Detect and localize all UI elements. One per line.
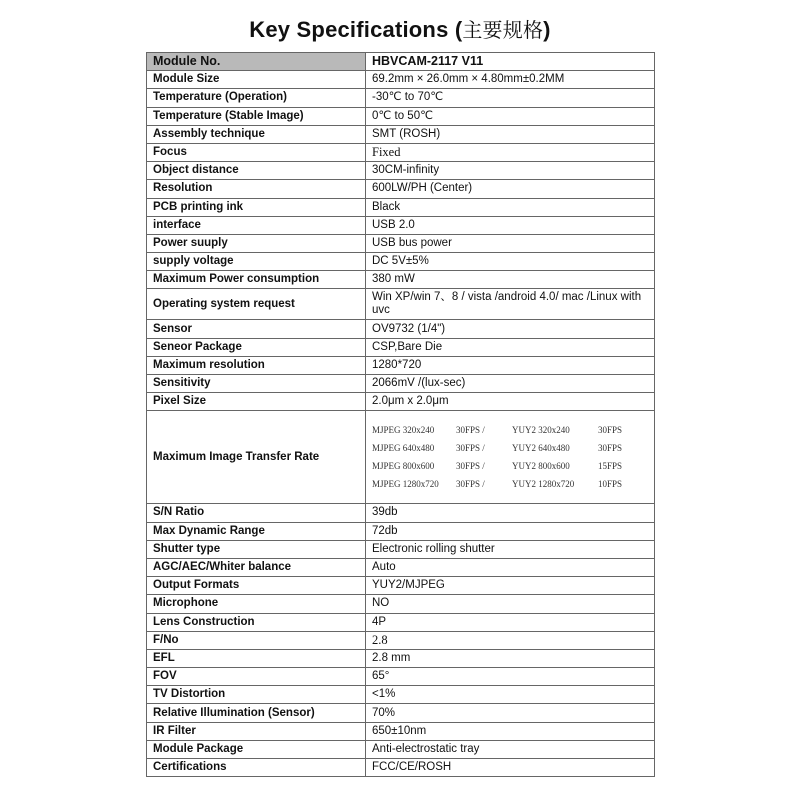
spec-key: Focus <box>147 143 366 161</box>
table-row <box>147 162 655 180</box>
spec-key: interface <box>147 216 366 234</box>
spec-key: Object distance <box>147 162 366 180</box>
table-row <box>147 595 655 613</box>
spec-value: Auto <box>366 558 655 576</box>
spec-value: 380 mW <box>366 271 655 289</box>
spec-value: 2.0μm x 2.0μm <box>366 393 655 411</box>
spec-value: Electronic rolling shutter <box>366 540 655 558</box>
table-row <box>147 253 655 271</box>
spec-key: Seneor Package <box>147 338 366 356</box>
spec-key: IR Filter <box>147 722 366 740</box>
transfer-rate-row <box>147 411 655 504</box>
table-row <box>147 198 655 216</box>
header-key-cell: Module No. <box>147 53 366 71</box>
table-row <box>147 540 655 558</box>
spec-value: 30CM-infinity <box>366 162 655 180</box>
spec-value: Anti-electrostatic tray <box>366 740 655 758</box>
table-row <box>147 71 655 89</box>
spec-value: USB 2.0 <box>366 216 655 234</box>
spec-value: <1% <box>366 686 655 704</box>
table-row <box>147 649 655 667</box>
spec-key: FOV <box>147 668 366 686</box>
spec-key: Sensitivity <box>147 375 366 393</box>
spec-value: 1280*720 <box>366 356 655 374</box>
table-row <box>147 686 655 704</box>
spec-value: 4P <box>366 613 655 631</box>
table-row <box>147 180 655 198</box>
spec-value: OV9732 (1/4") <box>366 320 655 338</box>
spec-value: SMT (ROSH) <box>366 125 655 143</box>
table-row <box>147 143 655 161</box>
spec-value: USB bus power <box>366 234 655 252</box>
table-row <box>147 759 655 777</box>
table-row <box>147 356 655 374</box>
spec-value: 650±10nm <box>366 722 655 740</box>
spec-key: Maximum resolution <box>147 356 366 374</box>
table-row <box>147 740 655 758</box>
spec-value: 65° <box>366 668 655 686</box>
table-row <box>147 704 655 722</box>
spec-key: Operating system request <box>147 289 366 320</box>
spec-key: Module Package <box>147 740 366 758</box>
spec-value: 0℃ to 50℃ <box>366 107 655 125</box>
spec-key: Resolution <box>147 180 366 198</box>
table-row <box>147 320 655 338</box>
table-row <box>147 631 655 649</box>
transfer-rate-line: MJPEG 1280x720 30FPS / YUY2 1280x720 10FPS <box>372 479 623 490</box>
spec-value: YUY2/MJPEG <box>366 577 655 595</box>
transfer-rate-line: MJPEG 800x600 30FPS / YUY2 800x600 15FPS <box>372 461 623 472</box>
spec-key: F/No <box>147 631 366 649</box>
spec-key: EFL <box>147 649 366 667</box>
table-row <box>147 375 655 393</box>
spec-key: Power suuply <box>147 234 366 252</box>
spec-key: Assembly technique <box>147 125 366 143</box>
table-row <box>147 216 655 234</box>
spec-key: Shutter type <box>147 540 366 558</box>
spec-value: 70% <box>366 704 655 722</box>
spec-key: supply voltage <box>147 253 366 271</box>
table-row <box>147 722 655 740</box>
spec-value: 39db <box>366 504 655 522</box>
spec-key: Maximum Power consumption <box>147 271 366 289</box>
table-row <box>147 89 655 107</box>
spec-key: Output Formats <box>147 577 366 595</box>
spec-key: Relative Illumination (Sensor) <box>147 704 366 722</box>
transfer-rate-line: MJPEG 640x480 30FPS / YUY2 640x480 30FPS <box>372 443 623 454</box>
spec-key: S/N Ratio <box>147 504 366 522</box>
spec-value: 2066mV /(lux-sec) <box>366 375 655 393</box>
spec-value: 600LW/PH (Center) <box>366 180 655 198</box>
title-text: Key Specifications ( <box>249 17 463 42</box>
spec-value: FCC/CE/ROSH <box>366 759 655 777</box>
spec-value: 2.8 mm <box>366 649 655 667</box>
title-cjk-text: 主要规格 <box>462 18 544 42</box>
table-row <box>147 613 655 631</box>
spec-value: NO <box>366 595 655 613</box>
title-close-paren: ) <box>543 17 551 42</box>
spec-key: Module Size <box>147 71 366 89</box>
table-row <box>147 577 655 595</box>
table-row <box>147 289 655 320</box>
spec-value: DC 5V±5% <box>366 253 655 271</box>
spec-key: Sensor <box>147 320 366 338</box>
table-row <box>147 393 655 411</box>
table-row <box>147 107 655 125</box>
spec-value: 69.2mm × 26.0mm × 4.80mm±0.2MM <box>366 71 655 89</box>
spec-key: Pixel Size <box>147 393 366 411</box>
spec-value: Black <box>366 198 655 216</box>
spec-value: Fixed <box>366 143 655 161</box>
page-title <box>0 14 800 43</box>
spec-value: 72db <box>366 522 655 540</box>
table-row <box>147 234 655 252</box>
table-row <box>147 558 655 576</box>
header-value-cell: HBVCAM-2117 V11 <box>366 53 655 71</box>
table-row <box>147 125 655 143</box>
spec-key: Max Dynamic Range <box>147 522 366 540</box>
spec-key: Maximum Image Transfer Rate <box>147 411 366 504</box>
table-row <box>147 504 655 522</box>
spec-key: Lens Construction <box>147 613 366 631</box>
table-row <box>147 522 655 540</box>
spec-value: 2.8 <box>366 631 655 649</box>
transfer-rate-line: MJPEG 320x240 30FPS / YUY2 320x240 30FPS <box>372 425 623 436</box>
table-row <box>147 338 655 356</box>
spec-key: TV Distortion <box>147 686 366 704</box>
spec-value: Win XP/win 7、8 / vista /android 4.0/ mac /Linux with uvc <box>366 289 655 320</box>
table-row <box>147 668 655 686</box>
table-row <box>147 271 655 289</box>
spec-table <box>146 52 655 777</box>
spec-key: Microphone <box>147 595 366 613</box>
spec-value: CSP,Bare Die <box>366 338 655 356</box>
spec-key: AGC/AEC/Whiter balance <box>147 558 366 576</box>
transfer-rate-list <box>366 411 655 504</box>
spec-key: PCB printing ink <box>147 198 366 216</box>
spec-key: Temperature (Stable Image) <box>147 107 366 125</box>
table-header-row <box>147 53 655 71</box>
spec-key: Certifications <box>147 759 366 777</box>
spec-key: Temperature (Operation) <box>147 89 366 107</box>
spec-value: -30℃ to 70℃ <box>366 89 655 107</box>
